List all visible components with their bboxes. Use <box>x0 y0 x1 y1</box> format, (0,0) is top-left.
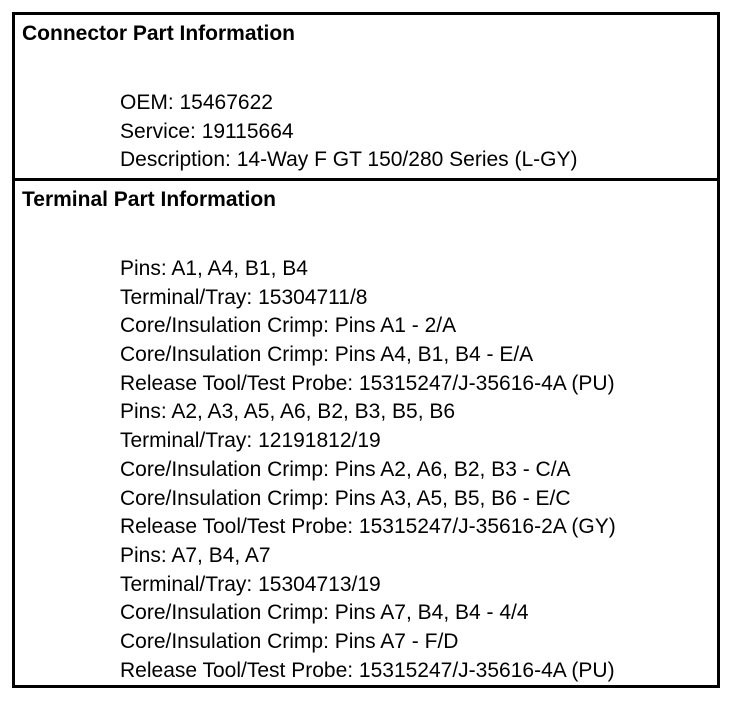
terminal-detail-line: Core/Insulation Crimp: Pins A2, A6, B2, B3 - C/A <box>120 457 571 481</box>
terminal-detail-line: Terminal/Tray: 15304711/8 <box>120 285 368 309</box>
terminal-detail-line: Pins: A1, A4, B1, B4 <box>120 257 308 280</box>
terminal-detail-line: Pins: A7, B4, A7 <box>120 543 271 567</box>
part-information-table <box>12 12 720 688</box>
terminal-part-information-section <box>15 181 717 685</box>
terminal-section-heading: Terminal Part Information <box>22 188 276 211</box>
connector-description-line: Description: 14-Way F GT 150/280 Series (L-GY) <box>120 148 578 172</box>
terminal-detail-line: Release Tool/Test Probe: 15315247/J-35616-4A (PU) <box>120 658 615 682</box>
connector-details-list <box>120 89 578 175</box>
terminal-detail-line: Core/Insulation Crimp: Pins A4, B1, B4 - E/A <box>120 343 534 367</box>
terminal-detail-line: Release Tool/Test Probe: 15315247/J-35616-2A (GY) <box>120 515 616 539</box>
terminal-detail-line: Terminal/Tray: 12191812/19 <box>120 429 381 453</box>
terminal-detail-line: Terminal/Tray: 15304713/19 <box>120 572 381 596</box>
terminal-detail-line: Pins: A2, A3, A5, A6, B2, B3, B5, B6 <box>120 400 456 424</box>
terminal-detail-line: Core/Insulation Crimp: Pins A7, B4, B4 - 4/4 <box>120 601 529 625</box>
connector-service-line: Service: 19115664 <box>120 119 294 143</box>
connector-part-information-section <box>15 15 717 181</box>
terminal-detail-line: Release Tool/Test Probe: 15315247/J-35616-4A (PU) <box>120 371 615 395</box>
terminal-detail-line: Core/Insulation Crimp: Pins A1 - 2/A <box>120 314 457 338</box>
connector-section-heading: Connector Part Information <box>22 22 296 45</box>
connector-oem-line: OEM: 15467622 <box>120 91 273 114</box>
terminal-detail-line: Core/Insulation Crimp: Pins A3, A5, B5, B6 - E/C <box>120 486 571 510</box>
terminal-details-list <box>120 255 616 685</box>
terminal-detail-line: Core/Insulation Crimp: Pins A7 - F/D <box>120 629 459 653</box>
